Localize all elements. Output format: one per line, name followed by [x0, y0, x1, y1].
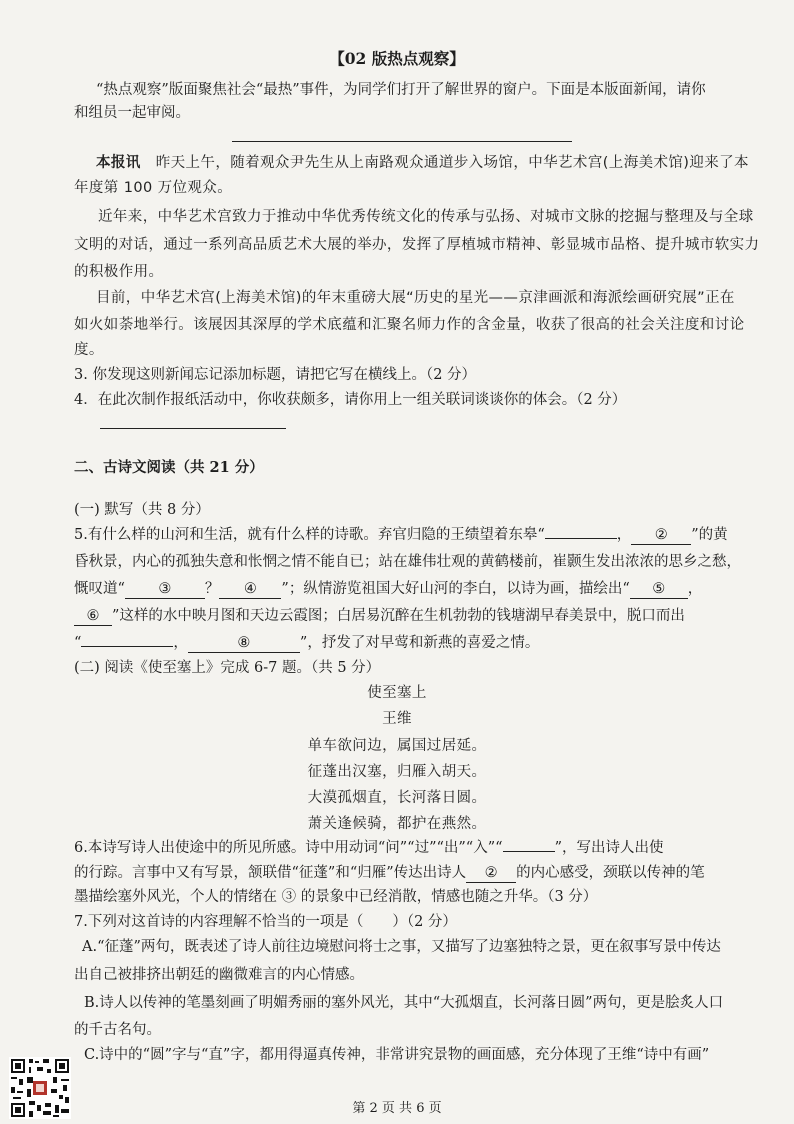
q6-text-3: 的行踪。言事中又有写景，颔联借“征蓬”和“归雁”传达出诗人 [74, 865, 467, 881]
q5-text-3: 慨叹道“ [74, 581, 125, 597]
option-b-line-1[interactable]: B.诗人以传神的笔墨刻画了明媚秀丽的塞外风光，其中“大孤烟直，长河落日圆”两句，更是脍炙人口 [84, 995, 724, 1011]
part-2-title: (二) 阅读《使至塞上》完成 6-7 题。（共 5 分） [74, 660, 381, 676]
question-5-line-3 [74, 579, 702, 599]
section-header: 【02 版热点观察】 [329, 49, 465, 68]
poem-author: 王维 [382, 711, 412, 727]
blank-4-marker: ④ [243, 581, 257, 597]
question-3: 3. 你发现这则新闻忘记添加标题，请把它写在横线上。（2 分） [74, 367, 477, 383]
question-6-line-2 [74, 863, 705, 883]
poem-title: 使至塞上 [367, 685, 427, 701]
q6-blank-2-marker: ② [484, 865, 498, 881]
news-paragraph-3-line-1: 目前，中华艺术宫(上海美术馆)的年末重磅大展“历史的星光——京津画派和海派绘画研究展”正在 [96, 290, 735, 306]
section-2-title: 二、古诗文阅读（共 21 分） [74, 459, 264, 476]
news-paragraph-2-line-3: 的积极作用。 [74, 264, 164, 280]
blank-8-marker: ⑧ [237, 635, 251, 651]
option-a-line-2: 出自己被排挤出朝廷的幽微难言的内心情感。 [74, 967, 364, 983]
q5-text-4: ”；纵情游览祖国大好山河的李白，以诗为画，描绘出“ [281, 581, 630, 597]
poem-line-2: 征蓬出汉塞，归雁入胡天。 [307, 764, 487, 780]
blank-3-marker: ③ [158, 581, 172, 597]
question-5-line-2: 昏秋景，内心的孤独失意和怅惘之情不能自已；站在雄伟壮观的黄鹤楼前，崔颢生发出浓浓的思乡之愁， [74, 554, 741, 570]
q5-text-2: ”的黄 [691, 527, 728, 543]
poem-line-1: 单车欲问边，属国过居延。 [307, 738, 487, 754]
blank-3[interactable] [125, 581, 205, 599]
news-paragraph-1-line-1 [96, 153, 749, 173]
news-paragraph-2-line-2: 文明的对话，通过一系列高品质艺术大展的举办，发挥了厚植城市精神、彰显城市品格、提升城市软实力 [74, 237, 760, 253]
q5-text-5: ”这样的水中映月图和天边云霞图；白居易沉醉在生机勃勃的钱塘湖早春美景中，脱口而出 [112, 608, 685, 624]
option-b-line-2: 的千古名句。 [74, 1022, 161, 1038]
q5-open-quote: “ [74, 635, 82, 651]
news-paragraph-3-line-2: 如火如荼地举行。该展因其深厚的学术底蕴和汇聚名师力作的含金量，收获了很高的社会关注度和讨论 [74, 317, 745, 333]
answer-line-q4[interactable] [100, 428, 286, 429]
poem-line-3: 大漠孤烟直，长河落日圆。 [307, 790, 487, 806]
question-5-line-4 [74, 606, 685, 626]
q6-blank-2[interactable] [466, 865, 516, 883]
blank-6[interactable] [74, 608, 112, 626]
q6-blank-1[interactable] [503, 851, 555, 852]
question-6-line-3: 墨描绘塞外风光，个人的情绪在 ③ 的景象中已经消散，情感也随之升华。（3 分） [74, 889, 598, 905]
blank-5-marker: ⑤ [652, 581, 666, 597]
part-1-title: (一) 默写（共 8 分） [74, 502, 210, 518]
news-paragraph-1-line-2: 年度第 100 万位观众。 [74, 180, 233, 196]
q5-text-1: 5.有什么样的山河和生活，就有什么样的诗歌。弃官归隐的王绩望着东皋“ [74, 527, 545, 543]
question-6-line-1 [74, 838, 663, 858]
q5-text-6: ”，抒发了对早莺和新燕的喜爱之情。 [299, 635, 540, 651]
intro-line-2: 和组员一起审阅。 [74, 105, 190, 121]
news-p1-text: 昨天上午，随着观众尹先生从上南路观众通道步入场馆，中华艺术宫(上海美术馆)迎来了本 [155, 155, 749, 171]
q6-text-4: 的内心感受，颈联以传神的笔 [516, 865, 705, 881]
blank-4[interactable] [219, 581, 281, 599]
q5-sep-3: ， [173, 635, 188, 651]
intro-line-1: “热点观察”版面聚焦社会“最热”事件，为同学们打开了解世界的窗户。下面是本版面新闻，请你 [96, 82, 706, 98]
option-a-line-1[interactable]: A.“征蓬”两句，既表述了诗人前往边境慰问将士之事，又描写了边塞独特之景，更在叙事写景中传达 [82, 939, 721, 955]
blank-8[interactable] [188, 635, 300, 653]
blank-2-marker: ② [654, 527, 668, 543]
q5-sep-2: ， [687, 581, 703, 597]
blank-7[interactable] [81, 646, 173, 647]
news-lead: 本报讯 [96, 155, 141, 171]
headline-blank-line[interactable] [232, 141, 572, 142]
blank-5[interactable] [630, 581, 688, 599]
q5-sep-1: ， [616, 527, 632, 543]
news-paragraph-2-line-1: 近年来，中华艺术宫致力于推动中华优秀传统文化的传承与弘扬、对城市文脉的挖掘与整理及与全球 [98, 209, 754, 225]
blank-6-marker: ⑥ [86, 608, 100, 624]
poem-line-4: 萧关逢候骑，都护在燕然。 [307, 816, 487, 832]
q6-text-2: ”，写出诗人出使 [554, 840, 664, 856]
q5-question-mark: ？ [204, 581, 220, 597]
blank-2[interactable] [631, 527, 691, 545]
question-4: 4．在此次制作报纸活动中，你收获颇多，请你用上一组关联词谈谈你的体会。（2 分） [74, 392, 627, 408]
page-number: 第 2 页 共 6 页 [352, 1101, 442, 1116]
question-5-line-5 [74, 633, 539, 653]
question-7-stem: 7.下列对这首诗的内容理解不恰当的一项是（ ）（2 分） [74, 914, 457, 930]
news-paragraph-3-line-3: 度。 [74, 342, 104, 358]
question-5-line-1 [74, 525, 728, 545]
blank-1[interactable] [545, 538, 617, 539]
q6-text-1: 6.本诗写诗人出使途中的所见所感。诗中用动词“问”“过”“出”“入”“ [74, 840, 503, 856]
option-c-line-1[interactable]: C.诗中的“圆”字与“直”字，都用得逼真传神，非常讲究景物的画面感，充分体现了王维“诗中有画” [84, 1047, 710, 1063]
